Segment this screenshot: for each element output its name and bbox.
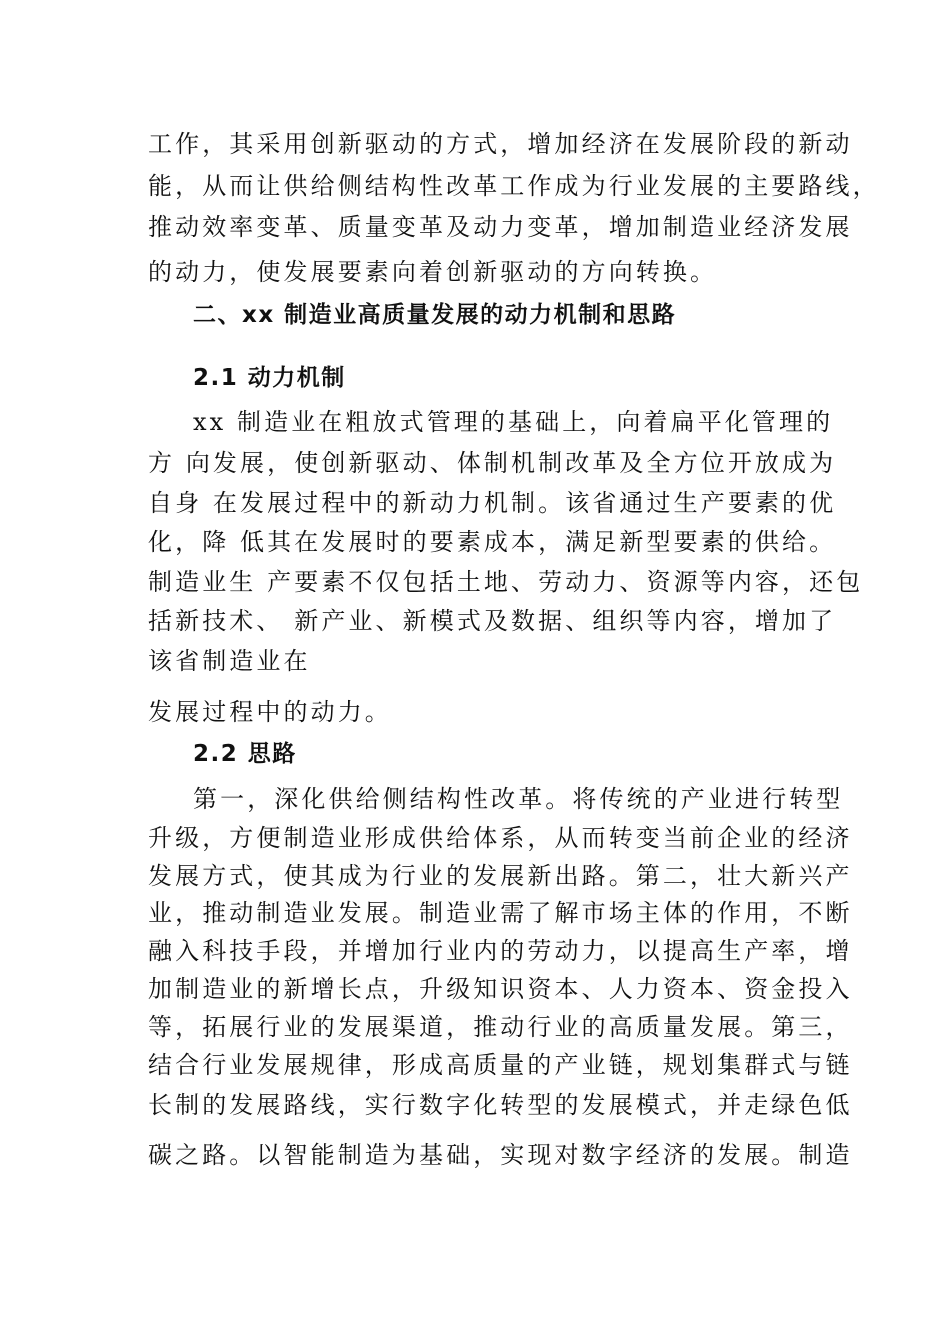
subsection-2-1-line-8: 发展过程中的动力。 — [148, 698, 392, 726]
intro-line-4: 的动力，使发展要素向着创新驱动的方向转换。 — [148, 258, 718, 286]
subsection-2-1-line-7: 该省制造业在 — [148, 647, 311, 675]
subsection-2-2-line-10: 碳之路。以智能制造为基础，实现对数字经济的发展。制造 — [148, 1141, 853, 1169]
subsection-2-1-line-3: 自身 在发展过程中的新动力机制。该省通过生产要素的优 — [148, 489, 837, 517]
subsection-heading-2-2: 2.2 思路 — [193, 741, 297, 767]
subsection-2-2-line-3: 发展方式，使其成为行业的发展新出路。第二，壮大新兴产 — [148, 862, 853, 890]
subsection-2-2-line-6: 加制造业的新增长点，升级知识资本、人力资本、资金投入 — [148, 975, 853, 1003]
subsection-2-1-line-2: 方 向发展，使创新驱动、体制机制改革及全方位开放成为 — [148, 449, 837, 477]
subsection-2-2-line-7: 等，拓展行业的发展渠道，推动行业的高质量发展。第三， — [148, 1013, 853, 1041]
subsection-2-1-line-4: 化，降 低其在发展时的要素成本，满足新型要素的供给。 — [148, 528, 837, 556]
section-heading: 二、xx 制造业高质量发展的动力机制和思路 — [193, 302, 677, 328]
subsection-2-1-line-1: xx 制造业在粗放式管理的基础上，向着扁平化管理的 — [193, 408, 834, 436]
intro-line-1: 工作，其采用创新驱动的方式，增加经济在发展阶段的新动 — [148, 130, 853, 158]
subsection-2-2-line-4: 业，推动制造业发展。制造业需了解市场主体的作用，不断 — [148, 899, 853, 927]
subsection-2-1-line-5: 制造业生 产要素不仅包括土地、劳动力、资源等内容，还包 — [148, 568, 864, 596]
intro-line-2: 能，从而让供给侧结构性改革工作成为行业发展的主要路线， — [148, 172, 880, 200]
subsection-2-2-line-8: 结合行业发展规律，形成高质量的产业链，规划集群式与链 — [148, 1051, 853, 1079]
subsection-2-2-line-1: 第一，深化供给侧结构性改革。将传统的产业进行转型 — [193, 785, 844, 813]
subsection-2-2-line-5: 融入科技手段，并增加行业内的劳动力，以提高生产率，增 — [148, 937, 853, 965]
subsection-heading-2-1: 2.1 动力机制 — [193, 365, 346, 391]
subsection-2-1-line-6: 括新技术、 新产业、新模式及数据、组织等内容，增加了 — [148, 607, 837, 635]
subsection-2-2-line-2: 升级，方便制造业形成供给体系，从而转变当前企业的经济 — [148, 824, 853, 852]
subsection-2-2-line-9: 长制的发展路线，实行数字化转型的发展模式，并走绿色低 — [148, 1091, 853, 1119]
intro-line-3: 推动效率变革、质量变革及动力变革，增加制造业经济发展 — [148, 213, 853, 241]
